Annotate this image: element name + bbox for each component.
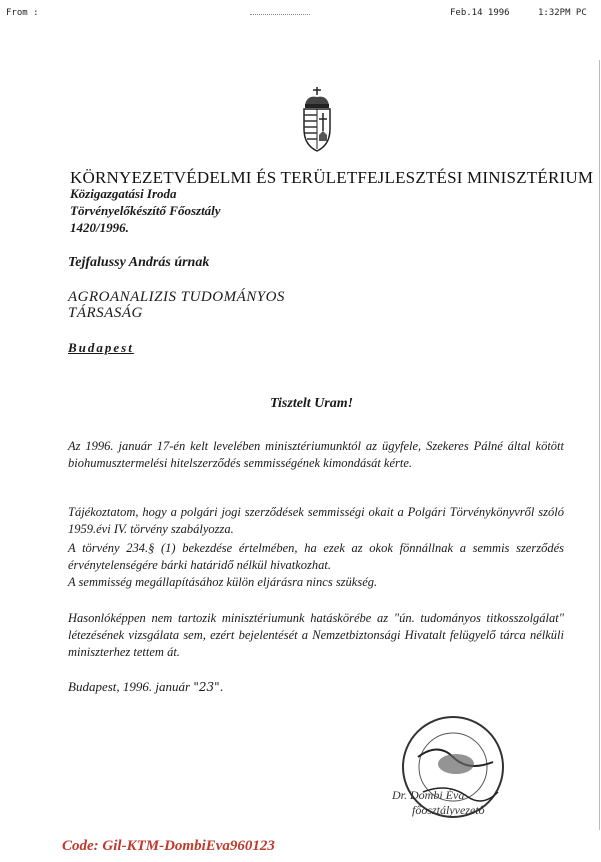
ministry-name: KÖRNYEZETVÉDELMI ÉS TERÜLETFEJLESZTÉSI MINISZTÉRIUM	[70, 168, 594, 187]
fax-time: 1:32PM PC	[538, 8, 587, 18]
body-paragraph: Hasonlóképpen nem tartozik minisztériumunk hatáskörébe az "ún. tudományos titkosszolgálat" létezésének vizsgálata sem, ezért bejelentését a Nemzetbiztonsági Hivatalt felügyelő tárca nélküli miniszterhez tettem át.	[68, 611, 564, 659]
fax-from-label: From :	[6, 8, 39, 18]
addressee-organization-line2: TÁRSASÁG	[68, 305, 143, 321]
body-paragraph: A semmisség megállapításához külön eljárásra nincs szükség.	[68, 575, 378, 589]
fax-header-mark	[250, 14, 310, 15]
department-name: Törvényelőkészítő Főosztály	[70, 203, 221, 218]
page-edge-line	[599, 60, 600, 830]
coat-of-arms-icon	[296, 85, 338, 155]
dateline	[68, 679, 223, 695]
addressee-name: Tejfalussy András úrnak	[68, 255, 210, 270]
body-paragraph: A törvény 234.§ (1) bekezdése értelmében, ha ezek az okok fönnállnak a semmis szerződés érvénytelenségére bárki határidő nélkül hivatkozhat.	[68, 541, 564, 572]
body-paragraph: Tájékoztatom, hogy a polgári jogi szerződések semmisségi okait a Polgári Törvénykönyvről szóló 1959.évi IV. törvény szabályozza.	[68, 505, 564, 536]
document-code: Code: Gil-KTM-DombiEva960123	[62, 838, 275, 854]
office-name: Közigazgatási Iroda	[70, 186, 177, 201]
fax-date: Feb.14 1996	[450, 8, 510, 18]
signatory-title: főosztályvezető	[412, 803, 485, 817]
signatory-name: Dr. Dombi Éva	[392, 788, 465, 802]
dateline-day: "23".	[193, 680, 224, 694]
dateline-prefix: Budapest, 1996. január	[68, 679, 191, 694]
addressee-organization-line1: AGROANALIZIS TUDOMÁNYOS	[68, 289, 285, 305]
salutation: Tisztelt Uram!	[270, 396, 354, 411]
addressee-city: Budapest	[68, 340, 134, 355]
body-paragraph: Az 1996. január 17-én kelt levelében minisztériumunktól az ügyfele, Szekeres Pálné által kötött biohumusztermelési hitelszerződés semmisségének kimondását kérte.	[68, 439, 564, 470]
fax-header	[0, 8, 601, 22]
reference-number: 1420/1996.	[70, 220, 129, 235]
